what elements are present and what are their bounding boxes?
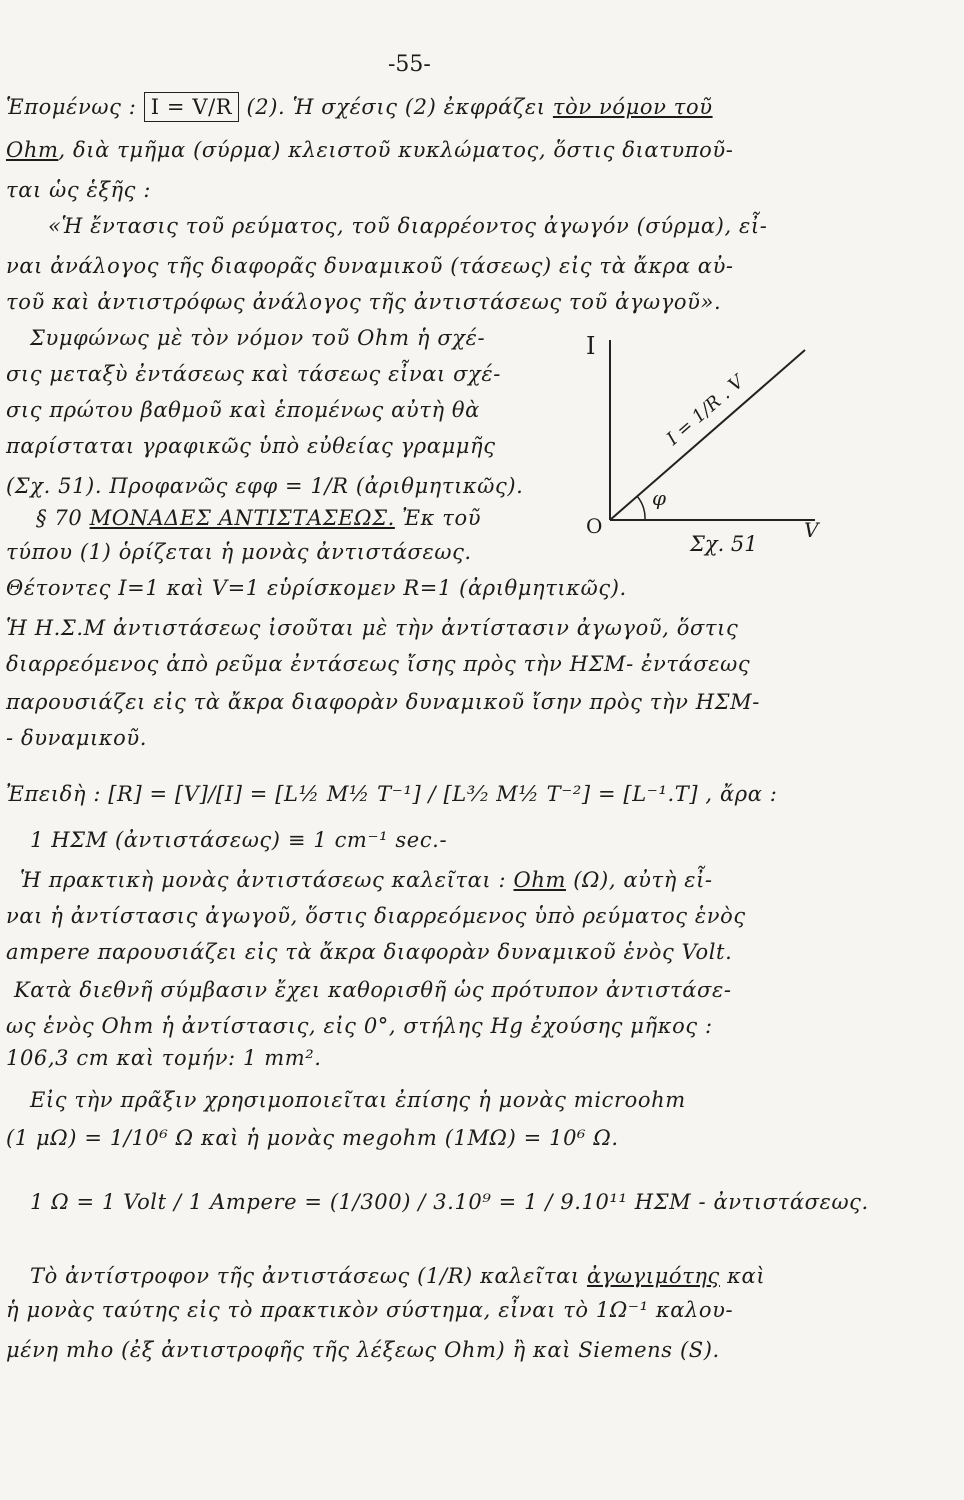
text-line-13: τύπου (1) ὁρίζεται ἡ μονὰς ἀντιστάσεως. xyxy=(6,540,472,564)
angle-arc xyxy=(637,496,645,520)
text-line-32: μένη mho (ἐξ ἀντιστροφῆς τῆς λέξεως Ohm) ἢ καὶ Siemens (S). xyxy=(6,1338,720,1362)
page-number: -55- xyxy=(388,52,431,77)
text-line-21 xyxy=(20,866,713,894)
conductance-term: ἀγωγιμότης xyxy=(586,1264,720,1288)
text-line-31: ἡ μονὰς ταύτης εἰς τὸ πρακτικὸν σύστημα, εἶναι τὸ 1Ω⁻¹ καλου- xyxy=(6,1298,734,1322)
text-line-8: σις μεταξὺ ἐντάσεως καὶ τάσεως εἶναι σχέ- xyxy=(6,362,501,386)
text-line-6: τοῦ καὶ ἀντιστρόφως ἀνάλογος τῆς ἀντιστάσεως τοῦ ἀγωγοῦ». xyxy=(6,290,722,314)
text-line-30 xyxy=(30,1262,765,1290)
text-line-15: Ἡ Η.Σ.Μ ἀντιστάσεως ἰσοῦται μὲ τὴν ἀντίστασιν ἀγωγοῦ, ὅστις xyxy=(6,616,739,640)
text-line-29-conversion: 1 Ω = 1 Volt / 1 Ampere = (1/300) / 3.10⁹ = 1 / 9.10¹¹ ΗΣΜ - ἀντιστάσεως. xyxy=(30,1190,869,1214)
figure-caption: Σχ. 51 xyxy=(690,532,758,556)
text-line-4: «Ἡ ἔντασις τοῦ ρεύματος, τοῦ διαρρέοντος ἀγωγόν (σύρμα), εἶ- xyxy=(48,214,768,238)
section-number: § 70 xyxy=(36,506,83,530)
ohm-law-boxed-equation: I = V/R xyxy=(144,92,240,122)
line-21-end: (Ω), αὐτὴ εἶ- xyxy=(573,868,713,892)
text-line-27: Εἰς τὴν πρᾶξιν χρησιμοποιεῖται ἐπίσης ἡ μονὰς microohm xyxy=(30,1088,686,1112)
text-line-12 xyxy=(36,504,481,532)
text-line-11: (Σχ. 51). Προφανῶς εφφ = 1/R (ἀριθμητικῶς). xyxy=(6,474,524,498)
line-1-start: Ἑπομένως : xyxy=(6,95,137,119)
text-line-28: (1 μΩ) = 1/10⁶ Ω καὶ ἡ μονὰς megohm (1MΩ) = 10⁶ Ω. xyxy=(6,1126,619,1150)
text-line-16: διαρρεόμενος ἀπὸ ρεῦμα ἐντάσεως ἴσης πρὸς τὴν ΗΣΜ- ἐντάσεως xyxy=(6,652,751,676)
text-line-7: Συμφώνως μὲ τὸν νόμον τοῦ Ohm ἡ σχέ- xyxy=(30,326,486,350)
line-30-start: Τὸ ἀντίστροφον τῆς ἀντιστάσεως (1/R) καλεῖται xyxy=(30,1264,580,1288)
origin-label: O xyxy=(586,514,603,538)
text-line-23: ampere παρουσιάζει εἰς τὰ ἄκρα διαφορὰν δυναμικοῦ ἑνὸς Volt. xyxy=(6,940,733,964)
line-1-underlined: τὸν νόμον τοῦ xyxy=(552,95,713,119)
text-line-26: 106,3 cm καὶ τομήν: 1 mm². xyxy=(6,1046,322,1070)
text-line-10: παρίσταται γραφικῶς ὑπὸ εὐθείας γραμμῆς xyxy=(6,434,496,458)
text-line-1 xyxy=(6,92,713,122)
line-equation-label: I = 1/R . V xyxy=(662,371,749,450)
text-line-25: ως ἑνὸς Ohm ἡ ἀντίστασις, εἰς 0°, στήλης Hg ἐχούσης μῆκος : xyxy=(6,1014,713,1038)
text-line-18: - δυναμικοῦ. xyxy=(6,726,148,750)
angle-label-phi: φ xyxy=(652,486,667,510)
line-30-end: καὶ xyxy=(727,1264,766,1288)
text-line-22: ναι ἡ ἀντίστασις ἀγωγοῦ, ὅστις διαρρεόμενος ὑπὸ ρεύματος ἑνὸς xyxy=(6,904,746,928)
text-line-19-dimensions: Ἐπειδὴ : [R] = [V]/[I] = [L½ M½ T⁻¹] / [L³⁄₂ M½ T⁻²] = [L⁻¹.T] , ἄρα : xyxy=(6,782,778,806)
text-line-5: ναι ἀνάλογος τῆς διαφορᾶς δυναμικοῦ (τάσεως) εἰς τὰ ἄκρα αὐ- xyxy=(6,254,734,278)
text-line-2 xyxy=(6,136,733,164)
text-line-24: Κατὰ διεθνῆ σύμβασιν ἔχει καθορισθῆ ὡς πρότυπον ἀντιστάσε- xyxy=(14,978,732,1002)
text-line-14: Θέτοντες I=1 καὶ V=1 εὑρίσκομεν R=1 (ἀριθμητικῶς). xyxy=(6,576,627,600)
ohm-line xyxy=(610,350,805,520)
text-line-20: 1 ΗΣΜ (ἀντιστάσεως) ≡ 1 cm⁻¹ sec.- xyxy=(30,828,448,852)
line-1-middle: (2). Ἡ σχέσις (2) ἐκφράζει xyxy=(246,95,546,119)
ohm-unit-underlined: Ohm xyxy=(513,868,566,892)
line-2-text: , διὰ τμῆμα (σύρμα) κλειστοῦ κυκλώματος, ὅστις διατυποῦ- xyxy=(58,138,734,162)
text-line-3: ται ὡς ἑξῆς : xyxy=(6,178,151,202)
text-line-9: σις πρώτου βαθμοῦ καὶ ἑπομένως αὐτὴ θὰ xyxy=(6,398,480,422)
section-heading: ΜΟΝΑΔΕΣ ΑΝΤΙΣΤΑΣΕΩΣ. xyxy=(89,506,395,530)
line-12-end: Ἐκ τοῦ xyxy=(402,506,482,530)
line-21-start: Ἡ πρακτικὴ μονὰς ἀντιστάσεως καλεῖται : xyxy=(20,868,507,892)
ohm-underlined: Ohm xyxy=(6,138,59,162)
axis-label-v: V xyxy=(804,518,819,542)
axis-label-i: I xyxy=(586,332,596,360)
text-line-17: παρουσιάζει εἰς τὰ ἄκρα διαφορὰν δυναμικοῦ ἴσην πρὸς τὴν ΗΣΜ- xyxy=(6,690,760,714)
